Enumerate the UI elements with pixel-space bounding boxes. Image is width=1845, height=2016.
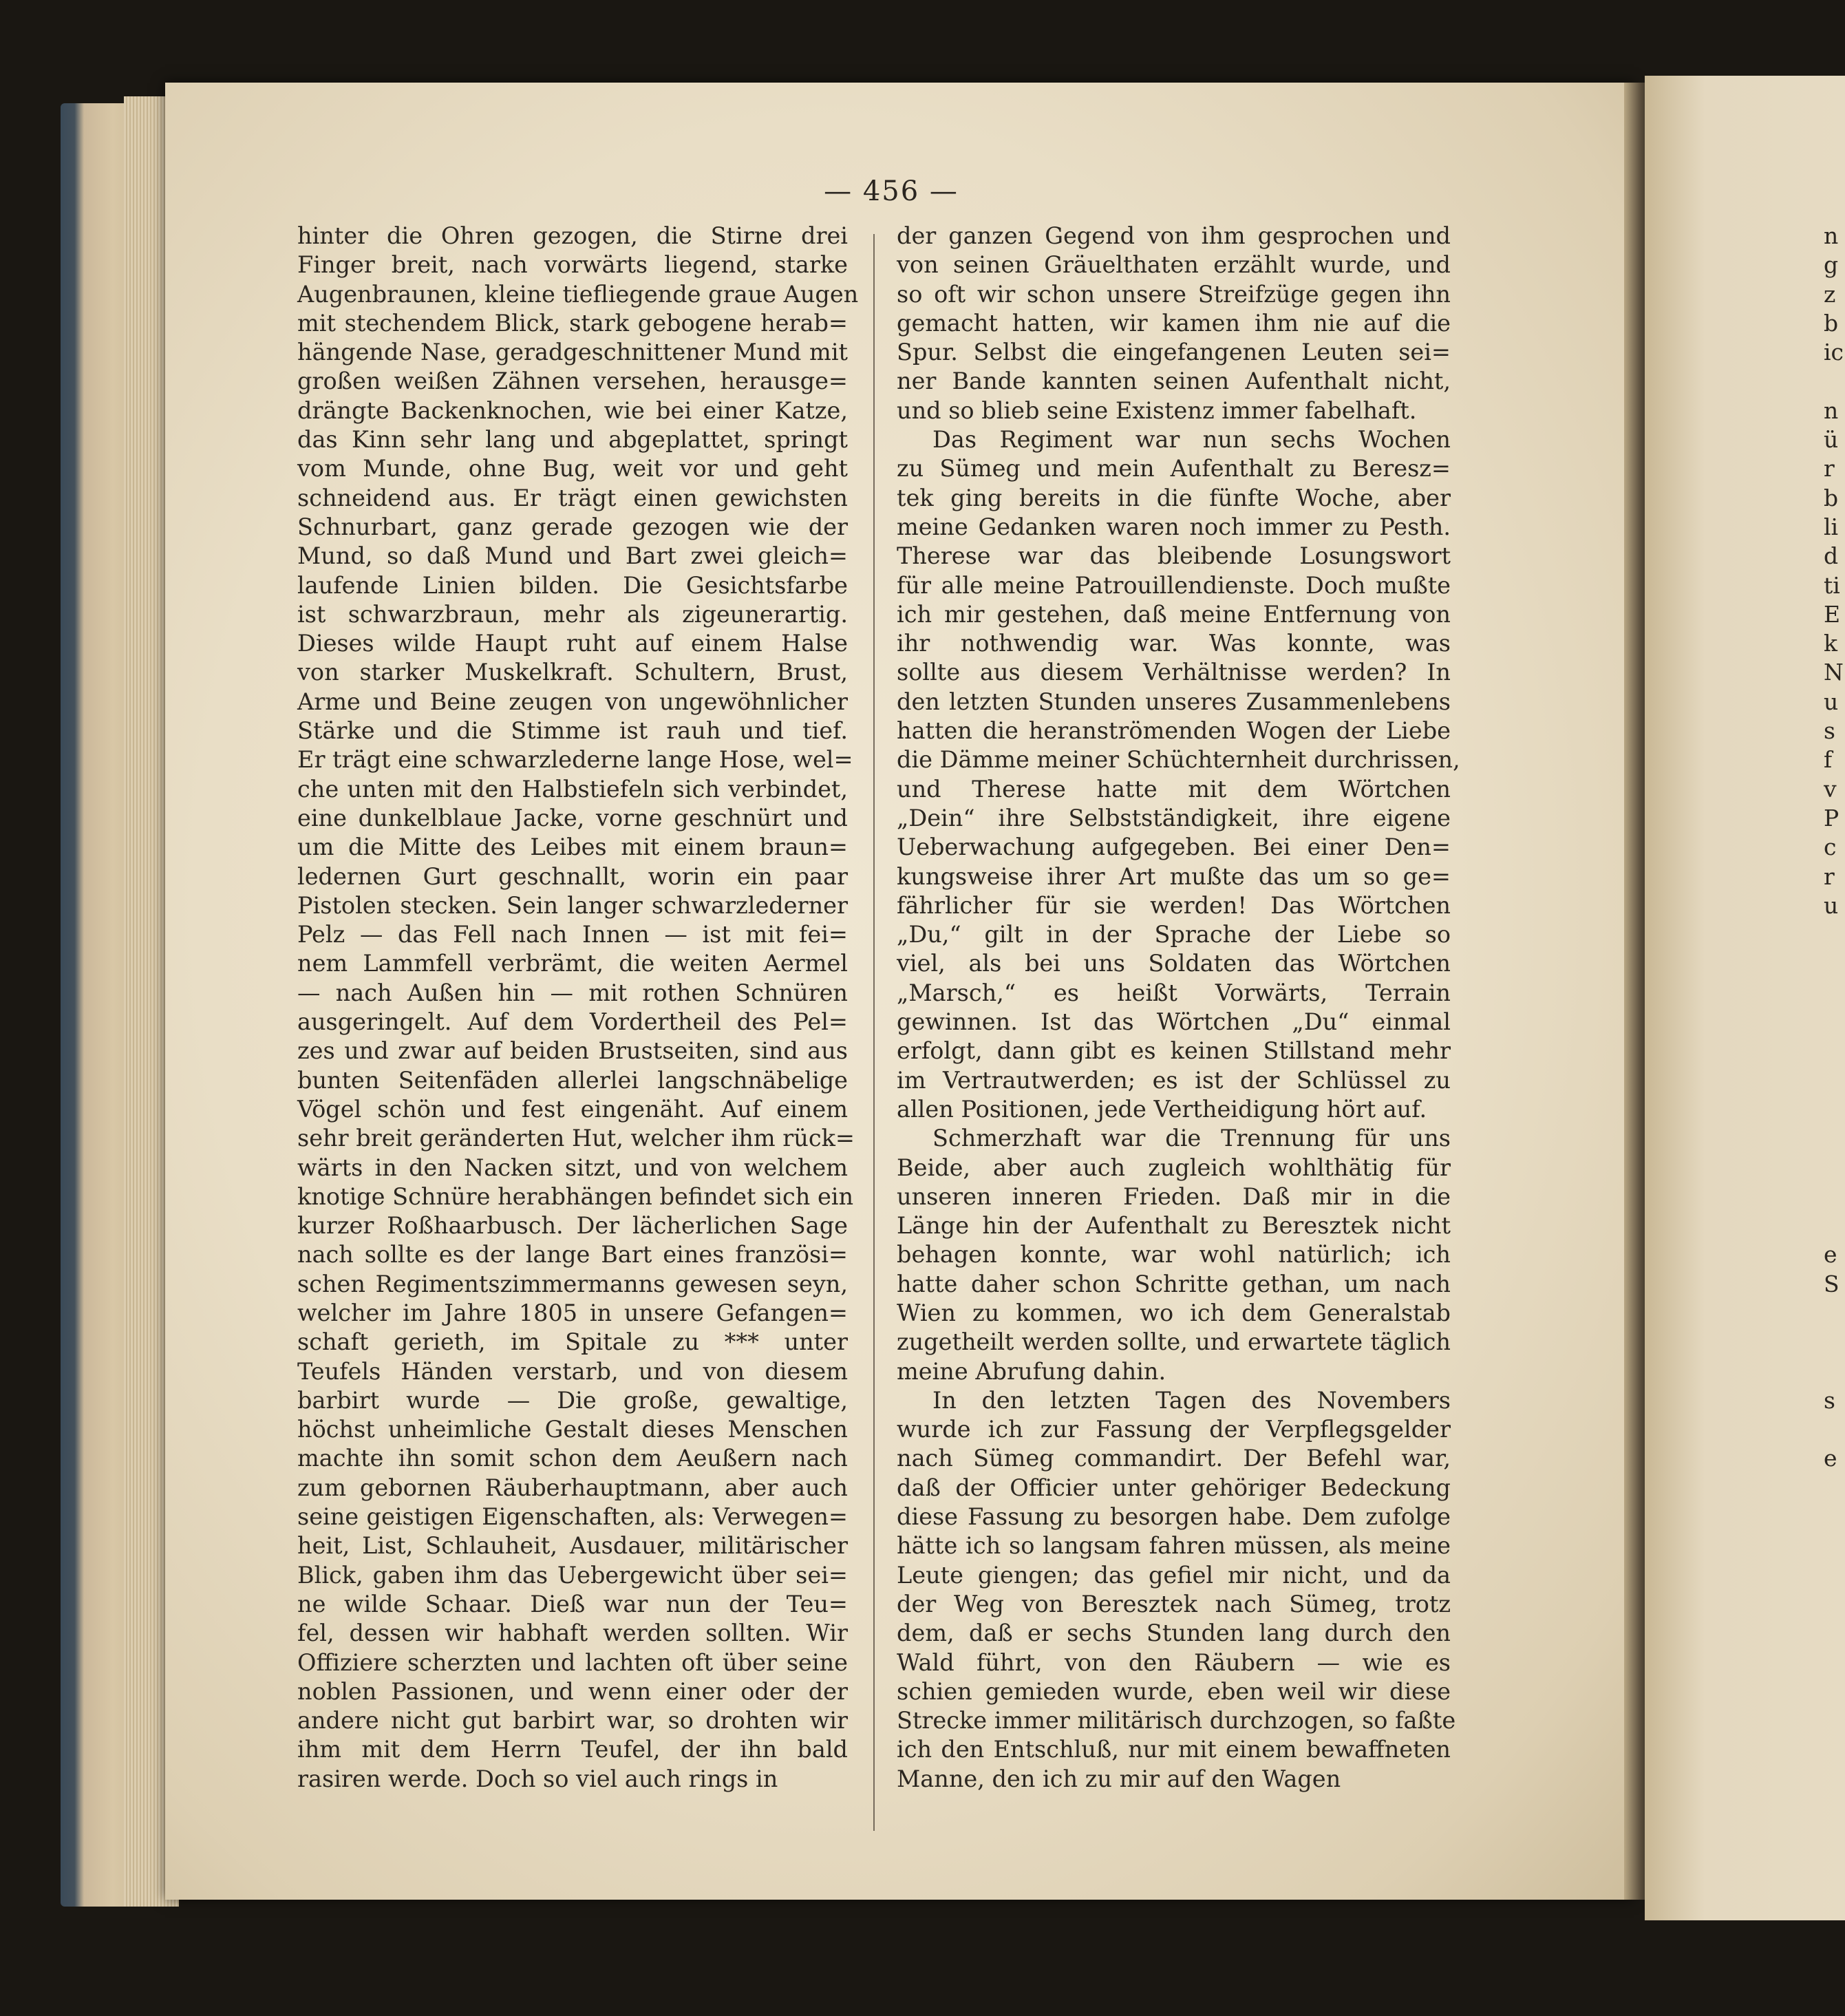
text-line: Offiziere scherzten und lachten oft über seine (297, 1648, 848, 1676)
text-line: zes und zwar auf beiden Brustseiten, sind aus (297, 1037, 848, 1065)
text-line: daß der Officier unter gehöriger Bedeckung (897, 1474, 1451, 1501)
text-line: Wien zu kommen, wo ich dem Generalstab (897, 1299, 1451, 1326)
fragment-line (1824, 979, 1845, 1008)
text-line: wurde ich zur Fassung der Verpflegsgelder (897, 1416, 1451, 1443)
text-line: meine Abrufung dahin. (897, 1357, 1166, 1385)
text-line: Strecke immer militärisch durchzogen, so faßte (897, 1707, 1456, 1734)
text-line: Spur. Selbst die eingefangenen Leuten sei= (897, 339, 1451, 366)
fragment-line: d (1824, 542, 1839, 570)
text-line: ist schwarzbraun, mehr als zigeunerartig. (297, 600, 848, 628)
text-line: Wald führt, von den Räubern — wie es (897, 1648, 1451, 1676)
text-line: noblen Passionen, und wenn einer oder der (297, 1677, 848, 1705)
fragment-line (1824, 1154, 1845, 1182)
text-line: die Dämme meiner Schüchternheit durchrissen, (897, 746, 1460, 774)
text-line: Länge hin der Aufenthalt zu Beresztek nicht (897, 1212, 1451, 1240)
text-line: Vögel schön und fest eingenäht. Auf einem (297, 1095, 848, 1123)
fragment-line (1824, 1561, 1845, 1590)
fragment-line: v (1824, 775, 1837, 803)
text-line: um die Mitte des Leibes mit einem braun= (297, 834, 848, 861)
text-line: Ueberwachung aufgegeben. Bei einer Den= (897, 834, 1451, 861)
text-line: gewinnen. Ist das Wörtchen „Du“ einmal (897, 1008, 1451, 1036)
text-line: Teufels Händen verstarb, und von diesem (297, 1357, 848, 1385)
left-text-column (297, 222, 859, 1794)
text-line: fährlicher für sie werden! Das Wörtchen (897, 891, 1451, 919)
fragment-line: c (1824, 834, 1837, 861)
fragment-line: N (1824, 659, 1844, 686)
text-line: vom Munde, ohne Bug, weit vor und geht (297, 455, 848, 482)
fragment-line (1824, 1474, 1845, 1503)
text-line: dem, daß er sechs Stunden lang durch den (897, 1620, 1451, 1647)
fragment-line (1824, 367, 1845, 396)
fragment-line (1824, 1706, 1845, 1735)
text-line: ledernen Gurt geschnallt, worin ein paar (297, 862, 848, 890)
fragment-line: r (1824, 862, 1835, 890)
fragment-line: s (1824, 717, 1835, 745)
text-line: nach sollte es der lange Bart eines französi= (297, 1241, 848, 1269)
right-page (1645, 76, 1845, 1920)
fragment-line: n (1824, 222, 1839, 249)
text-line: zu Sümeg und mein Aufenthalt zu Beresz= (897, 455, 1451, 482)
fragment-line: n (1824, 396, 1839, 424)
text-line: allen Positionen, jede Vertheidigung hört auf. (897, 1095, 1427, 1123)
fragment-line: ü (1824, 426, 1839, 454)
text-line: che unten mit den Halbstiefeln sich verbindet, (297, 775, 848, 803)
text-line: zugetheilt werden sollte, und erwartete täglich (897, 1328, 1451, 1356)
right-text-column (897, 222, 1460, 1794)
fragment-line: s (1824, 1386, 1835, 1414)
text-line: kungsweise ihrer Art mußte das um so ge= (897, 862, 1451, 890)
fragment-line (1824, 1648, 1845, 1677)
text-line: Leute giengen; das gefiel mir nicht, und da (897, 1561, 1451, 1589)
text-line: Therese war das bleibende Losungswort (897, 542, 1451, 570)
fragment-line (1824, 1415, 1845, 1444)
text-line: laufende Linien bilden. Die Gesichtsfarbe (297, 571, 848, 599)
text-line: höchst unheimliche Gestalt dieses Menschen (297, 1416, 848, 1443)
text-line: im Vertrautwerden; es ist der Schlüssel zu (897, 1066, 1451, 1094)
text-line: von starker Muskelkraft. Schultern, Brust, (297, 659, 848, 686)
text-line: Arme und Beine zeugen von ungewöhnlicher (297, 688, 848, 715)
text-line: drängte Backenknochen, wie bei einer Katze, (297, 396, 848, 424)
text-line: von seinen Gräuelthaten erzählt wurde, und (897, 251, 1451, 279)
fragment-line: P (1824, 804, 1839, 831)
fragment-line (1824, 1619, 1845, 1648)
text-line: großen weißen Zähnen versehen, herausge= (297, 368, 848, 395)
text-line: tek ging bereits in die fünfte Woche, aber (897, 484, 1451, 511)
text-line: unseren inneren Frieden. Daß mir in die (897, 1182, 1451, 1210)
fragment-line (1824, 1765, 1845, 1794)
text-line: Er trägt eine schwarzlederne lange Hose, wel= (297, 746, 853, 774)
fragment-line (1824, 949, 1845, 978)
text-line: hatten die heranströmenden Wogen der Liebe (897, 717, 1451, 745)
fragment-line (1824, 1124, 1845, 1153)
text-line: zum gebornen Räuberhauptmann, aber auch (297, 1474, 848, 1501)
text-line: Schnurbart, ganz gerade gezogen wie der (297, 513, 848, 540)
text-line: und Therese hatte mit dem Wörtchen (897, 775, 1451, 803)
text-line: Dieses wilde Haupt ruht auf einem Halse (297, 630, 848, 657)
text-line: den letzten Stunden unseres Zusammenlebens (897, 688, 1451, 715)
text-line: wärts in den Nacken sitzt, und von welchem (297, 1154, 848, 1181)
fragment-line (1824, 1182, 1845, 1211)
text-line: Pistolen stecken. Sein langer schwarzlederner (297, 891, 848, 919)
text-line: „Dein“ ihre Selbstständigkeit, ihre eigene (897, 804, 1451, 831)
fragment-line (1824, 1095, 1845, 1124)
text-line: gemacht hatten, wir kamen ihm nie auf die (897, 309, 1451, 337)
text-line: Das Regiment war nun sechs Wochen (932, 426, 1451, 454)
text-line: ne wilde Schaar. Dieß war nun der Teu= (297, 1590, 848, 1617)
fragment-line: f (1824, 746, 1833, 774)
text-line: und so blieb seine Existenz immer fabelhaft. (897, 396, 1417, 424)
text-line: ausgeringelt. Auf dem Vordertheil des Pel= (297, 1008, 848, 1036)
fragment-line: e (1824, 1241, 1837, 1269)
text-line: erfolgt, dann gibt es keinen Stillstand mehr (897, 1037, 1451, 1065)
text-line: — nach Außen hin — mit rothen Schnüren (297, 979, 848, 1006)
text-line: diese Fassung zu besorgen habe. Dem zufolge (897, 1503, 1451, 1531)
text-line: „Marsch,“ es heißt Vorwärts, Terrain (897, 979, 1451, 1006)
text-line: mit stechendem Blick, stark gebogene herab= (297, 309, 848, 337)
text-line: Mund, so daß Mund und Bart zwei gleich= (297, 542, 848, 570)
fragment-line (1824, 1211, 1845, 1240)
fragment-line (1824, 1357, 1845, 1386)
text-line: Pelz — das Fell nach Innen — ist mit fei= (297, 921, 848, 948)
text-line: Blick, gaben ihm das Uebergewicht über sei= (297, 1561, 848, 1589)
text-line: ner Bande kannten seinen Aufenthalt nicht, (897, 368, 1451, 395)
text-line: schneidend aus. Er trägt einen gewichsten (297, 484, 848, 511)
fragment-line: li (1824, 513, 1839, 540)
text-line: nach Sümeg commandirt. Der Befehl war, (897, 1445, 1451, 1472)
text-line: behagen konnte, war wohl natürlich; ich (897, 1241, 1451, 1269)
fragment-line: g (1824, 251, 1839, 279)
text-line: so oft wir schon unsere Streifzüge gegen ihn (897, 280, 1451, 308)
fragment-line: b (1824, 484, 1839, 511)
fragment-line (1824, 1066, 1845, 1095)
text-line: kurzer Roßhaarbusch. Der lächerlichen Sage (297, 1212, 848, 1240)
text-line: ich mir gestehen, daß meine Entfernung von (897, 600, 1451, 628)
text-line: bunten Seitenfäden allerlei langschnäbelige (297, 1066, 848, 1094)
text-line: meine Gedanken waren noch immer zu Pesth. (897, 513, 1451, 540)
text-line: nem Lammfell verbrämt, die weiten Aermel (297, 950, 848, 977)
fragment-line: u (1824, 891, 1839, 919)
fragment-line (1824, 1037, 1845, 1065)
text-line: schaft gerieth, im Spitale zu *** unter (297, 1328, 848, 1356)
text-line: sollte aus diesem Verhältnisse werden? In (897, 659, 1451, 686)
text-line: für alle meine Patrouillendienste. Doch mußte (897, 571, 1451, 599)
column-divider (873, 234, 875, 1831)
text-line: hinter die Ohren gezogen, die Stirne drei (297, 222, 848, 249)
text-line: viel, als bei uns Soldaten das Wörtchen (897, 950, 1451, 977)
text-line: hängende Nase, geradgeschnittener Mund mit (297, 339, 848, 366)
fragment-line (1824, 1008, 1845, 1037)
text-line: andere nicht gut barbirt war, so drohten wir (297, 1707, 848, 1734)
text-line: ich den Entschluß, nur mit einem bewaffneten (897, 1736, 1451, 1763)
text-line: schien gemieden wurde, eben weil wir diese (897, 1677, 1451, 1705)
text-line: „Du,“ gilt in der Sprache der Liebe so (897, 921, 1451, 948)
text-line: Beide, aber auch zugleich wohlthätig für (897, 1154, 1451, 1181)
fragment-line: k (1824, 630, 1837, 657)
text-line: barbirt wurde — Die große, gewaltige, (297, 1386, 848, 1414)
fragment-line: E (1824, 600, 1841, 628)
text-line: rasiren werde. Doch so viel auch rings in (297, 1765, 778, 1792)
text-line: Stärke und die Stimme ist rauh und tief. (297, 717, 848, 745)
fragment-line: r (1824, 455, 1835, 482)
fragment-line (1824, 1590, 1845, 1619)
text-line: In den letzten Tagen des Novembers (932, 1386, 1451, 1414)
text-line: eine dunkelblaue Jacke, vorne geschnürt und (297, 804, 848, 831)
fragment-line (1824, 1735, 1845, 1764)
fragment-line (1824, 1328, 1845, 1357)
text-line: fel, dessen wir habhaft werden sollten. Wir (297, 1620, 848, 1647)
fragment-line: ti (1824, 571, 1840, 599)
text-line: der ganzen Gegend von ihm gesprochen und (897, 222, 1451, 249)
fragment-line: u (1824, 688, 1839, 715)
text-line: schen Regimentszimmermanns gewesen seyn, (297, 1270, 848, 1297)
text-line: knotige Schnüre herabhängen befindet sich ein (297, 1182, 854, 1210)
text-line: das Kinn sehr lang und abgeplattet, springt (297, 426, 848, 454)
text-line: heit, List, Schlauheit, Ausdauer, militärischer (297, 1532, 848, 1560)
fragment-line: e (1824, 1445, 1837, 1472)
fragment-line: b (1824, 309, 1839, 337)
fragment-line (1824, 920, 1845, 949)
fragment-line (1824, 1503, 1845, 1531)
text-line: machte ihn somit schon dem Aeußern nach (297, 1445, 848, 1472)
facing-page-fragments (1824, 222, 1845, 1794)
text-line: ihr nothwendig war. Was konnte, was (897, 630, 1451, 657)
text-line: Finger breit, nach vorwärts liegend, starke (297, 251, 848, 279)
text-line: hatte daher schon Schritte gethan, um nach (897, 1270, 1451, 1297)
fragment-line: z (1824, 280, 1836, 308)
fragment-line (1824, 1677, 1845, 1706)
fragment-line (1824, 1299, 1845, 1328)
text-line: Augenbraunen, kleine tiefliegende graue Augen (297, 280, 859, 308)
text-line: seine geistigen Eigenschaften, als: Verwegen= (297, 1503, 848, 1531)
page-number: — 456 — (824, 176, 959, 207)
text-line: ihm mit dem Herrn Teufel, der ihn bald (297, 1736, 848, 1763)
fragment-line: S (1824, 1270, 1839, 1297)
text-line: der Weg von Beresztek nach Sümeg, trotz (897, 1590, 1451, 1617)
fragment-line: ic (1824, 339, 1844, 366)
text-line: hätte ich so langsam fahren müssen, als meine (897, 1532, 1451, 1560)
text-line: Manne, den ich zu mir auf den Wagen (897, 1765, 1341, 1792)
text-line: welcher im Jahre 1805 in unsere Gefangen= (297, 1299, 848, 1326)
text-line: Schmerzhaft war die Trennung für uns (932, 1125, 1451, 1152)
text-line: sehr breit geränderten Hut, welcher ihm rück= (297, 1125, 855, 1152)
fragment-line (1824, 1531, 1845, 1560)
